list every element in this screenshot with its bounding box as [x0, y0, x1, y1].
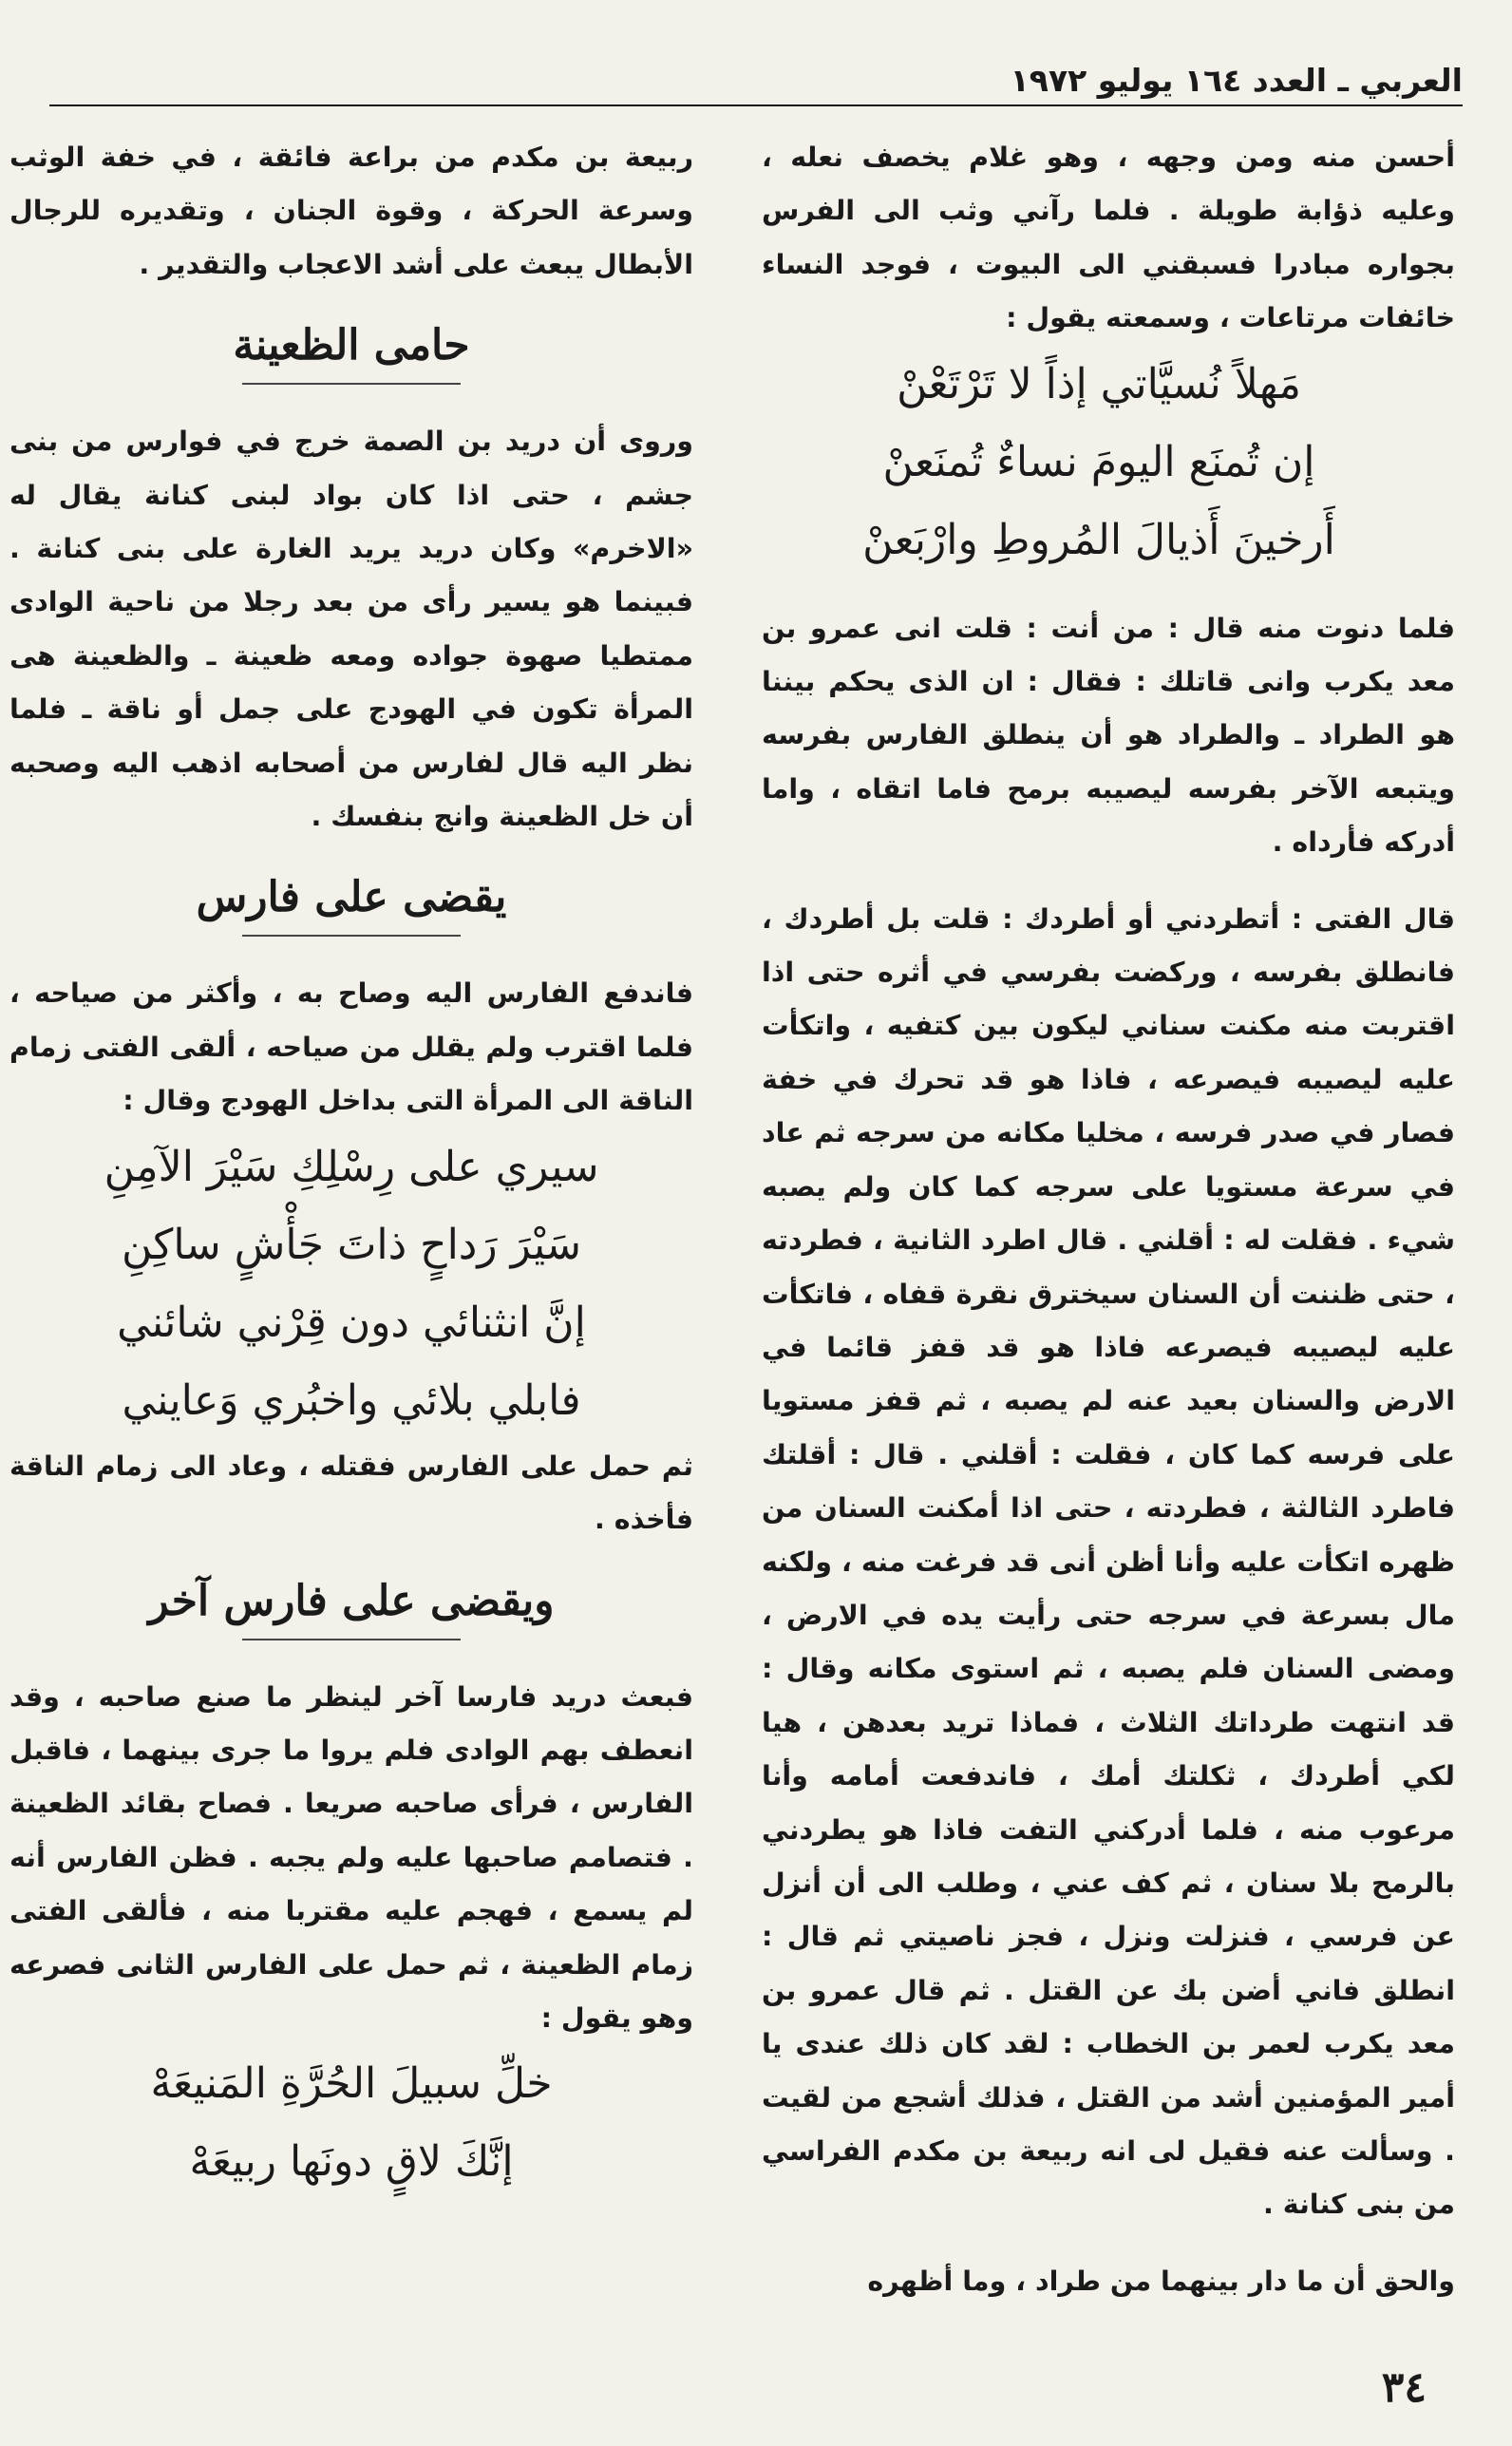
paragraph: وروى أن دريد بن الصمة خرج في فوارس من بنى جشم ، حتى اذا كان بواد لبنى كنانة يقال له «الاخرم» وكان دريد يريد الغارة على بنى كنانة . فبينما هو يسير رأى من بعد رجلا من ناحية الوادى ممتطيا صهوة جواده ومعه ظعينة ـ والظعينة هى المرأة تكون في الهودج على جمل أو ناقة ـ فلما نظر اليه قال لفارس من أصحابه اذهب اليه وصحبه أن خل الظعينة وانج بنفسك .: [9, 426, 693, 833]
verse-line: إنَّكَ لاقٍ دونَها ربيعَهْ: [189, 2137, 514, 2187]
verse-line: سيري على رِسْلِكِ سَيْرَ الآمِنِ: [104, 1142, 599, 1191]
section-title: ويقضى على فارس آخر: [148, 1576, 555, 1625]
poem: [762, 346, 1455, 579]
right-column: [762, 131, 1455, 2308]
running-header: [49, 38, 1463, 106]
paragraph: ربيعة بن مكدم من براعة فائقة ، في خفة الوثب وسرعة الحركة ، وقوة الجنان ، وتقديره للرجال الأبطال يبعث على أشد الاعجاب والتقدير .: [9, 142, 693, 280]
verse-line: فابلي بلائي واخبُري وَعايني: [122, 1375, 581, 1425]
verse-line: أَرخينَ أَذيالَ المُروطِ وارْبَعنْ: [862, 515, 1335, 564]
section-title: حامى الظعينة: [233, 321, 470, 370]
title-underline: [242, 935, 461, 946]
paragraph: فبعث دريد فارسا آخر لينظر ما صنع صاحبه ، وقد انعطف بهم الوادى فلم يروا ما جرى بينهما ، فاقبل الفارس ، فرأى صاحبه صريعا . فصاح بقائد الظعينة . فتصامم صاحبها عليه ولم يجبه . فظن الفارس أنه لم يسمع ، فهجم عليه مقتربا منه ، فألقى الفتى زمام الظعينة ، ثم حمل على الفارس الثانى فصرعه وهو يقول :: [9, 1680, 693, 2034]
paragraph: أحسن منه ومن وجهه ، وهو غلام يخصف نعله ، وعليه ذؤابة طويلة . فلما رآني وثب الى الفرس بجواره مبادرا فسبقني الى البيوت ، فوجد النساء خائفات مرتاعات ، وسمعته يقول :: [762, 142, 1455, 334]
paragraph: والحق أن ما دار بينهما من طراد ، وما أظهره: [867, 2265, 1455, 2297]
paragraph: فلما دنوت منه قال : من أنت : قلت انى عمرو بن معد يكرب وانى قاتلك : فقال : ان الذى يحكم بيننا هو الطراد ـ والطراد هو أن ينطلق الفارس بفرسه ويتبعه الآخر بفرسه ليصيبه برمح فاما اتقاه ، واما أدركه فأرداه .: [762, 612, 1455, 859]
verse-line: مَهلاً نُسيَّاتي إذاً لا تَرْتَعْنْ: [897, 359, 1301, 408]
verse-line: خلِّ سبيلَ الحُرَّةِ المَنيعَهْ: [150, 2059, 553, 2109]
paragraph: قال الفتى : أتطردني أو أطردك : قلت بل أطردك ، فانطلق بفرسه ، وركضت بفرسي في أثره حتى اذا اقتربت منه مكنت سناني ليكون بين كتفيه ، واتكأت عليه ليصيبه فيصرعه ، فاذا هو قد تحرك في خفة فصار في صدر فرسه ، مخليا مكانه من سرجه ثم عاد في سرعة مستويا على سرجه كما كان ولم يصبه شيء . فقلت له : أقلني . قال اطرد الثانية ، فطردته ، حتى ظننت أن السنان سيخترق نقرة قفاه ، فاتكأت عليه ليصيبه فيصرعه فاذا هو قد قفز قائما في الارض والسنان بعيد عنه لم يصبه ، ثم قفز مستويا على فرسه كما كان ، فقلت : أقلني . قال : أقلتك فاطرد الثالثة ، فطردته ، حتى اذا أمكنت السنان من ظهره اتكأت عليه وأنا أظن أنى قد فرغت منه ، ولكنه مال بسرعة في سرجه حتى رأيت يده في الارض ، ومضى السنان فلم يصبه ، ثم استوى مكانه وقال : قد انتهت طرداتك الثلاث ، فماذا تريد بعدهن ، هيا لكي أطردك ، ثكلتك أمك ، فاندفعت أمامه وأنا مرعوب منه ، فلما أدركني التفت فاذا هو يطردني بالرمح بلا سنان ، ثم كف عني ، وطلب الى أن أنزل عن فرسي ، فنزلت ونزل ، فجز ناصيتي ثم قال : انطلق فاني أضن بك عن القتل . ثم قال عمرو بن معد يكرب لعمر بن الخطاب : لقد كان ذلك عندى يا أمير المؤمنين أشد من القتل ، فذلك أشجع من لقيت . وسألت عنه فقيل لى انه ربيعة بن مكدم الفراسي من بنى كنانة .: [762, 902, 1455, 2221]
poem: [9, 1128, 693, 1440]
section-title: يقضى على فارس: [196, 873, 507, 922]
title-underline: [242, 1639, 461, 1650]
poem: [9, 2045, 693, 2201]
title-underline: [242, 383, 461, 394]
header-text: العربي ـ العدد ١٦٤ يوليو ١٩٧٢: [1010, 62, 1463, 99]
paragraph: فاندفع الفارس اليه وصاح به ، وأكثر من صياحه ، فلما اقترب ولم يقلل من صياحه ، ألقى الفتى زمام الناقة الى المرأة التى بداخل الهودج وقال :: [9, 977, 693, 1117]
verse-line: إنَّ انثنائي دون قِرْني شائني: [117, 1298, 586, 1347]
page-number: ٣٤: [1381, 2363, 1427, 2412]
left-column: [9, 131, 693, 2201]
verse-line: سَيْرَ رَداحٍ ذاتَ جَأْشٍ ساكِنِ: [121, 1220, 582, 1269]
paragraph: ثم حمل على الفارس فقتله ، وعاد الى زمام الناقة فأخذه .: [9, 1450, 693, 1536]
verse-line: إن تُمنَع اليومَ نساءٌ تُمنَعنْ: [882, 437, 1315, 486]
